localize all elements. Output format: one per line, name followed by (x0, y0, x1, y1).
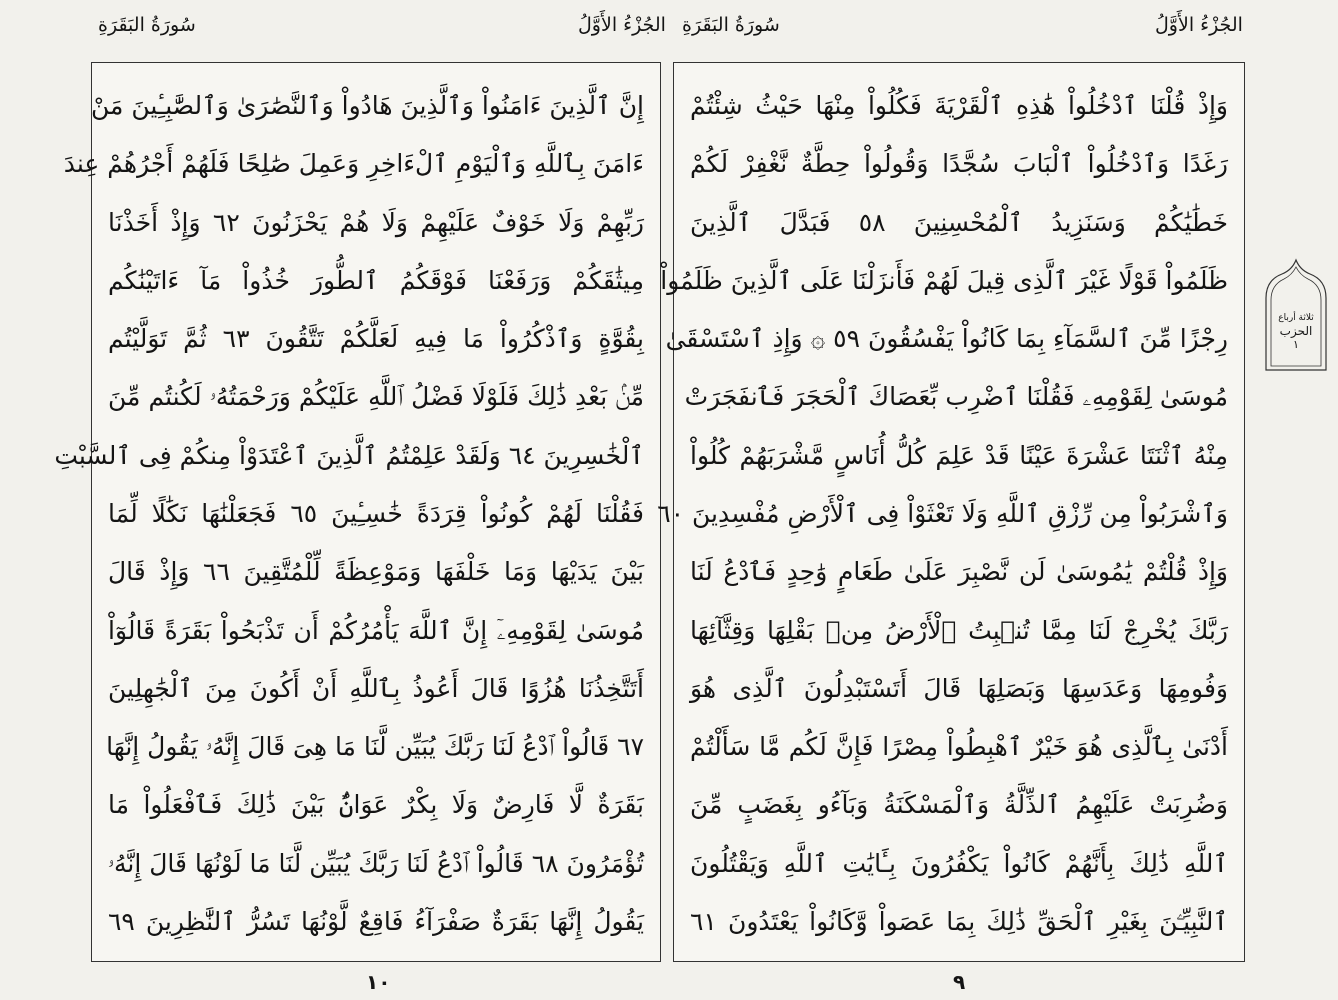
hizb-quarter-label: ثلاثة أرباع (1278, 313, 1314, 323)
text-line: يَقُولُ إِنَّهَا بَقَرَةٌ صَفْرَآءُ فَاقِعٌ لَّوْنُهَا تَسُرُّ ٱلنَّٰظِرِينَ ٦٩ (108, 906, 644, 936)
text-line: خَطَٰيَٰكُمْ وَسَنَزِيدُ ٱلْمُحْسِنِينَ ٥٨ فَبَدَّلَ ٱلَّذِينَ (690, 207, 1228, 237)
right-page (657, 62, 1245, 962)
text-line: ٱللَّهِ ذَٰلِكَ بِأَنَّهُمْ كَانُواْ يَكْفُرُونَ بِـَٔايَٰتِ ٱللَّهِ وَيَقْتُلُونَ (690, 848, 1228, 878)
text-line: وَفُومِهَا وَعَدَسِهَا وَبَصَلِهَا قَالَ أَتَسْتَبْدِلُونَ ٱلَّذِى هُوَ (690, 673, 1228, 703)
text-line: وَإِذْ قُلْنَا ٱدْخُلُواْ هَٰذِهِ ٱلْقَرْيَةَ فَكُلُواْ مِنْهَا حَيْثُ شِئْتُمْ (690, 91, 1228, 120)
text-line: إِنَّ ٱلَّذِينَ ءَامَنُواْ وَٱلَّذِينَ هَادُواْ وَٱلنَّصَٰرَىٰ وَٱلصَّٰبِـِٔينَ مَنْ (90, 91, 644, 120)
text-line: ٱلنَّبِيِّـۧنَ بِغَيْرِ ٱلْحَقِّ ذَٰلِكَ بِمَا عَصَواْ وَّكَانُواْ يَعْتَدُونَ ٦١ (690, 906, 1228, 936)
text-line: ٦٧ قَالُواْ ٱدْعُ لَنَا رَبَّكَ يُبَيِّن لَّنَا مَا هِىَ قَالَ إِنَّهُۥ يَقُولُ إِنَّهَا (106, 732, 644, 762)
text-line: ءَامَنَ بِٱللَّهِ وَٱلْيَوْمِ ٱلْءَاخِرِ وَعَمِلَ صَٰلِحًا فَلَهُمْ أَجْرُهُمْ عِندَ (63, 149, 644, 179)
text-line: تُؤْمَرُونَ ٦٨ قَالُواْ ٱدْعُ لَنَا رَبَّكَ يُبَيِّن لَّنَا مَا لَوْنُهَا قَالَ إِنَّهُۥ (107, 848, 644, 878)
text-line: رَبِّهِمْ وَلَا خَوْفٌ عَلَيْهِمْ وَلَا هُمْ يَحْزَنُونَ ٦٢ وَإِذْ أَخَذْنَا (108, 207, 644, 237)
text-line: فَقُلْنَا لَهُمْ كُونُواْ قِرَدَةً خَٰسِـِٔينَ ٦٥ فَجَعَلْنَٰهَا نَكَٰلًا لِّمَا (108, 498, 644, 528)
right-page-number: ٩ (953, 970, 966, 994)
left-page-number: ١٠ (366, 970, 391, 994)
text-line: مِّنۢ بَعْدِ ذَٰلِكَ فَلَوْلَا فَضْلُ ٱللَّهِ عَلَيْكُمْ وَرَحْمَتُهُۥ لَكُنتُم مِّنَ (108, 382, 644, 412)
text-line: وَإِذْ قُلْتُمْ يَٰمُوسَىٰ لَن نَّصْبِرَ عَلَىٰ طَعَامٍ وَٰحِدٍ فَٱدْعُ لَنَا (690, 557, 1228, 587)
text-line: ٱلْخَٰسِرِينَ ٦٤ وَلَقَدْ عَلِمْتُمُ ٱلَّذِينَ ٱعْتَدَوْاْ مِنكُمْ فِى ٱلسَّبْتِ (54, 440, 644, 470)
text-line: ظَلَمُواْ قَوْلًا غَيْرَ ٱلَّذِى قِيلَ لَهُمْ فَأَنزَلْنَا عَلَى ٱلَّذِينَ ظَلَمُواْ (660, 265, 1228, 295)
right-page-text (657, 77, 1228, 951)
right-juz-header: الجُزْءُ الأَوَّلُ (1155, 14, 1243, 36)
left-juz-header: الجُزْءُ الأَوَّلُ (578, 14, 666, 36)
text-line: بِقُوَّةٍ وَٱذْكُرُواْ مَا فِيهِ لَعَلَّكُمْ تَتَّقُونَ ٦٣ ثُمَّ تَوَلَّيْتُم (108, 324, 644, 354)
hizb-label: الحزب (1279, 324, 1313, 338)
text-line: مُوسَىٰ لِقَوْمِهِۦٓ إِنَّ ٱللَّهَ يَأْمُرُكُمْ أَن تَذْبَحُواْ بَقَرَةً قَالُوٓاْ (108, 615, 644, 645)
text-line: رَبَّكَ يُخْرِجْ لَنَا مِمَّا تُنۢبِتُ ٱلْأَرْضُ مِنۢ بَقْلِهَا وَقِثَّآئِهَا (690, 615, 1228, 645)
left-page-text (54, 77, 645, 951)
left-surah-header: سُورَةُ البَقَرَةِ (98, 14, 196, 36)
text-line: رِجْزًا مِّنَ ٱلسَّمَآءِ بِمَا كَانُواْ يَفْسُقُونَ ٥٩ ۞ وَإِذِ ٱسْتَسْقَىٰ (665, 324, 1228, 354)
right-surah-header: سُورَةُ البَقَرَةِ (682, 14, 780, 36)
text-line: أَدْنَىٰ بِٱلَّذِى هُوَ خَيْرٌ ٱهْبِطُواْ مِصْرًا فَإِنَّ لَكُم مَّا سَأَلْتُمْ (690, 732, 1228, 762)
text-line: أَتَتَّخِذُنَا هُزُوًا قَالَ أَعُوذُ بِٱللَّهِ أَنْ أَكُونَ مِنَ ٱلْجَٰهِلِينَ (108, 673, 644, 703)
left-page (54, 62, 661, 962)
text-line: بَيْنَ يَدَيْهَا وَمَا خَلْفَهَا وَمَوْعِظَةً لِّلْمُتَّقِينَ ٦٦ وَإِذْ قَالَ (108, 557, 645, 587)
text-line: وَضُرِبَتْ عَلَيْهِمُ ٱلذِّلَّةُ وَٱلْمَسْكَنَةُ وَبَآءُو بِغَضَبٍ مِّنَ (690, 790, 1228, 820)
hizb-marker-label (1266, 312, 1326, 351)
hizb-number: ١ (1293, 338, 1299, 351)
text-line: مِنْهُ ٱثْنَتَا عَشْرَةَ عَيْنًا قَدْ عَلِمَ كُلُّ أُنَاسٍ مَّشْرَبَهُمْ كُلُواْ (690, 440, 1228, 470)
text-line: مِيثَٰقَكُمْ وَرَفَعْنَا فَوْقَكُمُ ٱلطُّورَ خُذُواْ مَآ ءَاتَيْنَٰكُم (108, 265, 644, 295)
text-line: بَقَرَةٌ لَّا فَارِضٌ وَلَا بِكْرٌ عَوَانٌۢ بَيْنَ ذَٰلِكَ فَٱفْعَلُواْ مَا (108, 790, 644, 820)
text-line: مُوسَىٰ لِقَوْمِهِۦ فَقُلْنَا ٱضْرِب بِّعَصَاكَ ٱلْحَجَرَ فَٱنفَجَرَتْ (684, 382, 1228, 412)
text-line: وَٱشْرَبُواْ مِن رِّزْقِ ٱللَّهِ وَلَا تَعْثَوْاْ فِى ٱلْأَرْضِ مُفْسِدِينَ ٦٠ (657, 498, 1228, 528)
text-line: رَغَدًا وَٱدْخُلُواْ ٱلْبَابَ سُجَّدًا وَقُولُواْ حِطَّةٌ نَّغْفِرْ لَكُمْ (690, 149, 1228, 179)
